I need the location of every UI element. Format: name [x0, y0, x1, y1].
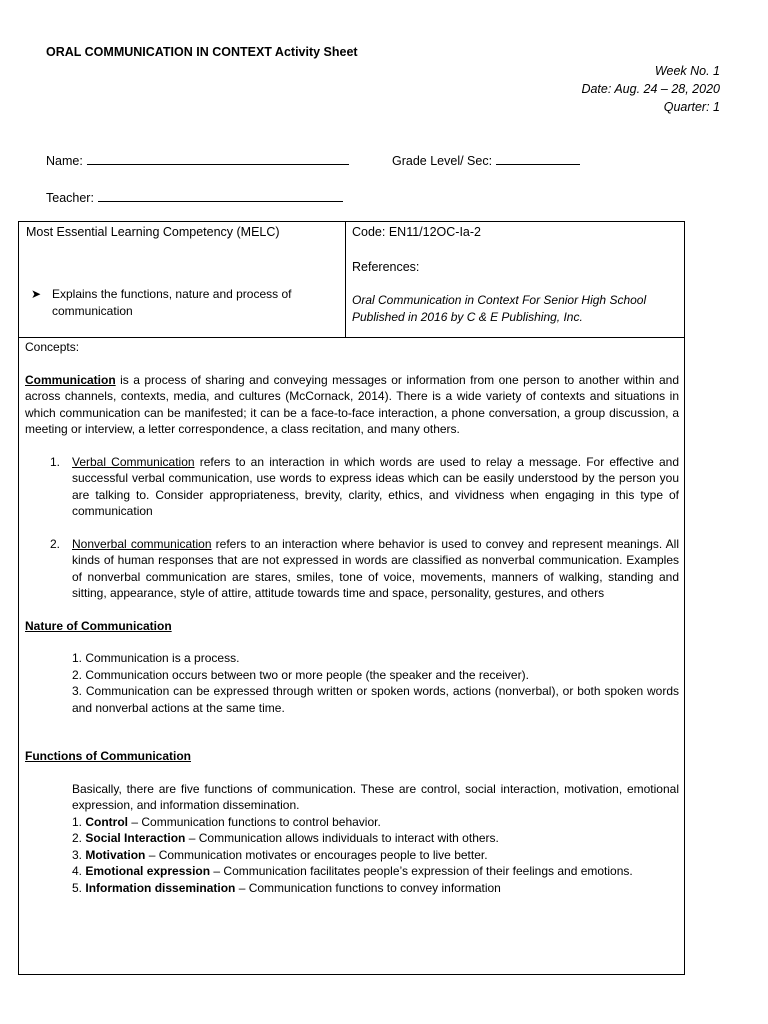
- functions-heading: Functions of Communication: [25, 749, 191, 763]
- melc-cell: [19, 222, 346, 337]
- function-text: – Communication motivates or encourages people to live better.: [145, 847, 488, 862]
- function-number: 4.: [72, 864, 83, 878]
- concepts-section: [25, 339, 679, 896]
- function-term: Emotional expression: [85, 864, 211, 878]
- function-number: 2.: [72, 831, 83, 845]
- functions-intro: Basically, there are five functions of communication. These are control, social interaction, motivation, emotional expression, and information dissemination.: [72, 781, 679, 812]
- communication-definition: [25, 372, 679, 438]
- grade-blank[interactable]: [496, 152, 580, 165]
- list-item: [72, 830, 679, 847]
- type-number: 2.: [50, 536, 61, 551]
- communication-term: Communication: [25, 372, 116, 387]
- list-item: 3. Communication can be expressed through written or spoken words, actions (nonverbal), or both spoken words and nonverbal actions at the same time.: [72, 684, 679, 715]
- type-text: refers to an interaction in which words are used to relay a message. For effective and successful verbal communication, use words to express ideas which can be easily understood by the person you are talking to. Consider appropriateness, brevity, clarity, ethics, and vividness when engaging in this type of communication: [72, 454, 679, 518]
- function-number: 3.: [72, 847, 83, 862]
- function-text: – Communication facilitates people’s expression of their feelings and emotions.: [210, 864, 633, 878]
- teacher-field: [46, 189, 343, 207]
- references-text: Oral Communication in Context For Senior High School Published in 2016 by C & E Publishing, Inc.: [352, 293, 647, 324]
- competency-code: Code: EN11/12OC-Ia-2: [352, 225, 481, 239]
- list-item: 2. Communication occurs between two or more people (the speaker and the receiver).: [72, 667, 529, 682]
- function-term: Motivation: [85, 847, 146, 862]
- function-text: – Communication functions to convey information: [235, 880, 501, 895]
- list-item: [72, 847, 679, 864]
- teacher-label: Teacher:: [46, 191, 94, 205]
- document-title: ORAL COMMUNICATION IN CONTEXT Activity Sheet: [46, 45, 358, 59]
- type-term: Nonverbal communication: [72, 536, 212, 551]
- type-nonverbal: [25, 536, 679, 602]
- week-number: Week No. 1: [654, 64, 720, 78]
- name-field: [46, 152, 349, 170]
- type-text: refers to an interaction where behavior is used to convey and represent meanings. All kinds of human responses that are not expressed in words are classified as nonverbal communication. Examples of nonverbal communication are stares, smiles, tone of voice, movements, manners of walking, standing and sitting, appearance, style of attire, attitude towards time and space, personality, gestures, and others: [72, 536, 680, 600]
- grade-field: [392, 152, 580, 170]
- code-cell: [346, 222, 684, 337]
- function-term: Control: [85, 814, 129, 829]
- name-label: Name:: [46, 154, 83, 168]
- date-range: Date: Aug. 24 – 28, 2020: [581, 82, 720, 96]
- function-term: Social Interaction: [85, 831, 186, 845]
- nature-heading: Nature of Communication: [25, 618, 172, 633]
- type-number: 1.: [50, 454, 61, 469]
- concepts-label: Concepts:: [25, 340, 80, 354]
- functions-list: [25, 781, 679, 897]
- function-number: 1.: [72, 814, 83, 829]
- list-item: 1. Communication is a process.: [72, 651, 240, 665]
- melc-item-text: Explains the functions, nature and process of communication: [52, 287, 292, 318]
- melc-heading: Most Essential Learning Competency (MELC): [26, 225, 280, 239]
- function-text: – Communication functions to control behavior.: [128, 814, 381, 829]
- function-term: Information dissemination: [85, 880, 236, 895]
- function-number: 5.: [72, 880, 83, 895]
- melc-row: [19, 222, 684, 338]
- activity-table: [18, 221, 685, 975]
- list-item: [72, 863, 679, 880]
- list-item: [72, 814, 679, 831]
- document-meta: [581, 62, 720, 116]
- name-blank[interactable]: [87, 152, 349, 165]
- grade-label: Grade Level/ Sec:: [392, 154, 493, 168]
- function-text: – Communication allows individuals to interact with others.: [185, 831, 499, 845]
- communication-definition-text: is a process of sharing and conveying messages or information from one person to another within and across channels, contexts, media, and cultures (McCornack, 2014). There is a wide variety of contexts and situations in which communication can be manifested; it can be a face-to-face interaction, a phone conversation, a group discussion, a meeting or interview, a letter correspondence, a class recitation, and many others.: [25, 372, 679, 436]
- list-item: [72, 880, 679, 897]
- quarter: Quarter: 1: [663, 100, 720, 114]
- references-label: References:: [352, 260, 420, 274]
- arrow-bullet-icon: ➤: [31, 287, 42, 301]
- type-verbal: [25, 454, 679, 520]
- type-term: Verbal Communication: [72, 454, 195, 469]
- nature-list: [25, 650, 679, 716]
- melc-competency: [31, 286, 337, 319]
- teacher-blank[interactable]: [98, 189, 343, 202]
